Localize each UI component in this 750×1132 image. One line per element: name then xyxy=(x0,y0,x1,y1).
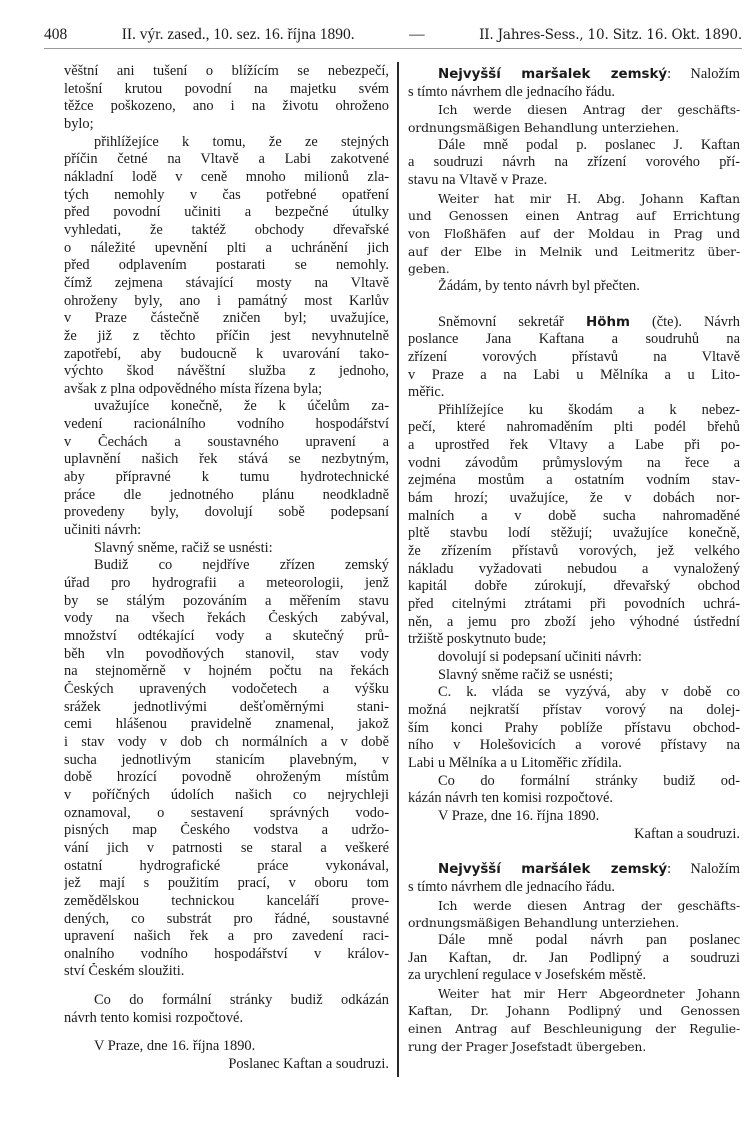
paragraph xyxy=(408,137,740,190)
column-divider xyxy=(397,62,399,1077)
text-line: Kaftan, Dr. Johann Podlipný und Genossen xyxy=(408,1003,740,1019)
text-line: učiniti návrh: xyxy=(64,522,142,539)
text-line: Weiter hat mir Herr Abgeordneter Johann xyxy=(438,985,740,1001)
line-text: : Naložím xyxy=(667,66,740,82)
text-line: na stejnoměrně v hojném počtu na řekách xyxy=(64,663,389,680)
text-line: měřic. xyxy=(408,384,445,401)
text-line: Přihlížejíce ku škodám a k nebez- xyxy=(438,401,740,418)
text-block xyxy=(64,1038,389,1073)
text-line: Slavný sněme, račiž se usnésti: xyxy=(94,539,273,556)
page-number: 408 xyxy=(44,26,68,43)
text-line: bylo; xyxy=(64,115,94,132)
signature xyxy=(408,826,740,844)
text-line: stavu na Vltavě v Praze. xyxy=(408,171,548,188)
paragraph xyxy=(408,649,740,667)
paragraph xyxy=(64,1038,389,1056)
text-line: pltě stavbu lodí stěžují; uvažujíce konečně, xyxy=(408,525,740,542)
text-line: vyhledati, že taktéž obchody dřevařské xyxy=(64,221,389,238)
text-line: těžce poškozeno, ano i na životu ohroženo xyxy=(64,98,389,115)
text-line: práce dle jednotného plánu neodkladně xyxy=(64,486,389,503)
text-line: a uprostřed řek Vltavy a Labe při po- xyxy=(408,437,740,454)
text-line: ství Českém sloužiti. xyxy=(64,963,185,980)
paragraph xyxy=(408,861,740,896)
paragraph xyxy=(408,314,740,402)
text-line: geben. xyxy=(408,261,450,277)
text-line: množství odtékající vody a skutečný prů- xyxy=(64,628,389,644)
text-line: zapotřebí, aby budoucně k uvarování tako- xyxy=(64,345,389,362)
german-paragraph xyxy=(408,101,740,136)
text-line: auf der Elbe in Melnik und Leitmeritz über- xyxy=(408,243,740,259)
text-line: vodni závodům průmyslovým na řece a xyxy=(408,454,740,471)
text-block xyxy=(408,66,740,296)
signature xyxy=(64,1056,389,1074)
text-line: onalního vodního hospodářství v králov- xyxy=(64,945,389,962)
text-line: uplavnění našich řek stává se nezbytným, xyxy=(64,451,389,468)
text-line: nákladu vyžadovati nebudou a vynaložený xyxy=(408,560,740,577)
text-line: a soudruzi návrh na zřízení vorového pří- xyxy=(408,154,740,171)
text-line: příčin četné na Vltavě a Labi zakotvené xyxy=(64,151,389,168)
text-line: možná nejkratší přístav vorový na dolej- xyxy=(408,701,740,718)
german-paragraph xyxy=(408,897,740,932)
paragraph xyxy=(408,66,740,101)
running-header xyxy=(44,26,742,49)
text-line: úřad pro hydrografii a meteorologii, jenž xyxy=(64,575,389,592)
text-line: by se stálým pozováním a měřením stavu xyxy=(64,592,389,609)
paragraph xyxy=(408,278,740,296)
text-line: v Praze částečně zničen byl; uvažujíce, xyxy=(64,310,389,327)
german-paragraph xyxy=(408,985,740,1056)
text-line: Budiž co nejdříve zřízen zemský xyxy=(94,557,389,574)
text-line: ního v Holešovicích a vorové přístavy na xyxy=(408,737,740,754)
paragraph xyxy=(408,684,740,772)
text-block xyxy=(408,861,740,1055)
text-line: bám hrozí; uvažujíce, že v dobách nor- xyxy=(408,490,740,507)
left-column xyxy=(64,63,389,1074)
text-line: tržiště poskytnuto bude; xyxy=(408,631,547,648)
text-line: běh vln povodňových stanovil, stav vody xyxy=(64,645,389,662)
text-line: Co do formální stránky budiž odkázán xyxy=(94,992,389,1009)
text-line: Labi u Mělníka a u Litoměřic zřídila. xyxy=(408,754,622,771)
line-text: : Naložím xyxy=(667,861,740,878)
text-line: cemi hlášenou pravidelně znamenal, jakož xyxy=(64,716,389,733)
text-line: v Čechách a soustavného upravení a xyxy=(64,433,389,450)
paragraph xyxy=(408,808,740,826)
text-line: kapitál dobře zúrokují, dřevařský obchod xyxy=(408,578,740,595)
text-line: pisných map Českého vodstva a udržo- xyxy=(64,822,389,839)
text-line: kázán návrh ten komisi rozpočtové. xyxy=(408,790,613,807)
speaker-title: Sněmovní sekretář xyxy=(438,313,587,330)
text-line: s tímto návrhem dle jednacího řádu. xyxy=(408,83,616,100)
paragraph xyxy=(408,773,740,808)
text-line: poslance Jana Kaftana a soudruhů na xyxy=(408,331,740,348)
text-block xyxy=(64,992,389,1027)
line-text: (čte). Návrh xyxy=(629,313,740,330)
text-line: době hrozící povodně ohroženým místům xyxy=(64,769,389,786)
text-line: Dále mně podal p. poslanec J. Kaftan xyxy=(438,136,740,153)
speaker-name: Höhm xyxy=(586,314,630,330)
text-line: upravení našich řek a pro zavedení raci- xyxy=(64,928,389,945)
text-line: ším konci Prahy poblíže přístavu obchod- xyxy=(408,719,740,736)
text-line: věštní ani tušení o blížícím se nebezpečí, xyxy=(64,63,389,79)
text-line: avšak z plna odpovědného místa řízena byla; xyxy=(64,380,323,397)
text-line: ostatní hydrografické práce vykonával, xyxy=(64,857,389,874)
text-line: před povodní učiniti a bezpečné útulky xyxy=(64,204,389,221)
text-line: zejména mostům a ostatním vodním stav- xyxy=(408,472,740,489)
text-line: V Praze, dne 16. října 1890. xyxy=(94,1038,256,1055)
text-line: Žádám, by tento návrh byl přečten. xyxy=(438,277,640,294)
paragraph xyxy=(64,134,389,399)
text-line: Slavný sněme račiž se usnésti; xyxy=(438,666,614,683)
text-line xyxy=(408,66,740,84)
text-line: zemědělskou technickou kanceláří prove- xyxy=(64,892,389,909)
text-line: rung der Prager Josefstadt übergeben. xyxy=(408,1038,646,1054)
text-line: Co do formální stránky budiž od- xyxy=(438,772,740,789)
text-line: provedeny byly, dovolují sobě podepsaní xyxy=(64,504,389,521)
paragraph xyxy=(64,398,389,539)
text-line: aby přípravné k tumu hydrotechnické xyxy=(64,469,389,486)
text-line: vody na všech řekách Českých zabýval, xyxy=(64,610,389,627)
text-line: ohroženy byly, ano i památný most Karlův xyxy=(64,292,389,309)
text-line: pečí, které nahromaděním plti podél břehů xyxy=(408,419,740,436)
text-line: zřízení vorových přístavů na Vltavě xyxy=(408,348,740,365)
paragraph xyxy=(64,540,389,558)
text-line: s tímto návrhem dle jednacího řádu. xyxy=(408,878,616,895)
text-line: Ich werde diesen Antrag der geschäfts- xyxy=(438,102,740,118)
text-line: něn, a jemu pro zboží jeho výhodné ústřední xyxy=(408,613,740,630)
text-line: že zřízením přístavů vorových, jež velkého xyxy=(408,543,740,560)
text-line: za urychlení regulace v Josefském městě. xyxy=(408,967,647,984)
text-line: ordnungsmäßigen Behandlung unterziehen. xyxy=(408,119,680,135)
text-line: V Praze, dne 16. října 1890. xyxy=(438,807,600,824)
text-line xyxy=(408,861,740,879)
text-line: v poříčných údolích našich co nejrychleji xyxy=(64,786,389,803)
text-block xyxy=(64,63,389,981)
text-line: von Floßhäfen auf der Moldau in Prag und xyxy=(408,225,740,241)
header-czech: II. výr. zased., 10. sez. 16. října 1890. xyxy=(121,26,355,43)
text-line: o náležité upevnění plti a uchránění jich xyxy=(64,239,389,256)
text-line: Českých upravených vodočetech a výšku xyxy=(64,680,389,697)
paragraph xyxy=(408,402,740,649)
header-german: II. Jahres-Sess., 10. Sitz. 16. Okt. 1890. xyxy=(479,27,742,43)
text-line: jež mají s použitím prací, v oboru tom xyxy=(64,875,389,892)
text-line: před odplavením postarati se nemohly. xyxy=(64,257,389,274)
right-column xyxy=(408,66,740,1055)
text-line: výchto škod návěštní služba z jednoho, xyxy=(64,363,389,380)
text-line: einen Antrag auf Beschleunigung der Regulie- xyxy=(408,1021,740,1037)
text-line: návrh tento komisi rozpočtové. xyxy=(64,1009,244,1026)
paragraph xyxy=(408,667,740,685)
text-line: Ich werde diesen Antrag der geschäfts- xyxy=(438,897,740,913)
text-line: dovolují si podepsaní učiniti návrh: xyxy=(438,649,642,665)
text-line: vedení racionálního vodního hospodářství xyxy=(64,416,389,433)
text-line: uvažujíce konečně, že k účelům za- xyxy=(94,398,389,415)
speaker-name: Nejvyšší maršálek zemský xyxy=(438,862,668,878)
block-gap xyxy=(408,296,740,314)
paragraph xyxy=(64,63,389,134)
text-line: Poslanec Kaftan a soudruzi. xyxy=(228,1056,389,1073)
text-line: vání jich v patrnosti se staral a veškeré xyxy=(64,839,389,856)
text-line: před citelnými ztrátami při povodních uchrá- xyxy=(408,596,740,613)
text-block xyxy=(408,314,740,844)
paragraph xyxy=(64,992,389,1027)
text-line: srážek jednotlivými dešťoměrnými stani- xyxy=(64,698,389,715)
text-line: dených, co substrát pro řádné, soustavné xyxy=(64,910,389,927)
text-line: že již z těchto příčin jest nevyhnutelně xyxy=(64,327,389,344)
text-line: i stav vody v dob ch normálních a v době xyxy=(64,733,389,750)
text-line: Weiter hat mir H. Abg. Johann Kaftan xyxy=(438,190,740,206)
text-line: malních a v době sucha nahromaděné xyxy=(408,507,740,524)
text-line: sucha jednotlivým stanicím plavebným, v xyxy=(64,751,389,768)
text-line: oznamoval, o sestavení správných vodo- xyxy=(64,804,389,821)
text-line: Kaftan a soudruzi. xyxy=(634,825,740,842)
text-line: tých nemohly v čas potřebné opatření xyxy=(64,186,389,203)
block-gap xyxy=(64,981,389,992)
text-line: Jan Kaftan, dr. Jan Podlipný a soudruzi xyxy=(408,949,740,966)
speaker-name: Nejvyšší maršalek zemský xyxy=(438,67,668,82)
text-line: přihlížejíce k tomu, že ze stejných xyxy=(94,133,389,150)
paragraph xyxy=(64,557,389,981)
text-line: letošní krutou povodní na majetku svém xyxy=(64,80,389,97)
german-paragraph xyxy=(408,190,740,278)
text-line xyxy=(408,314,740,332)
text-line: v Praze a na Labi u Mělníka a u Lito- xyxy=(408,366,740,383)
text-line: nákladní lodě v ceně mnoho milionů zla- xyxy=(64,168,389,185)
block-gap xyxy=(408,843,740,861)
text-line: ordnungsmäßigen Behandlung unterziehen. xyxy=(408,915,680,931)
text-line: Dále mně podal návrh pan poslanec xyxy=(438,931,740,948)
text-line: und Genossen einen Antrag auf Errichtung xyxy=(408,208,740,224)
text-line: C. k. vláda se vyzývá, aby v době co xyxy=(438,684,740,701)
header-dash: — xyxy=(409,26,425,43)
text-line: čímž zejmena stávající mosty na Vltavě xyxy=(64,274,389,291)
paragraph xyxy=(408,932,740,985)
block-gap xyxy=(64,1027,389,1038)
